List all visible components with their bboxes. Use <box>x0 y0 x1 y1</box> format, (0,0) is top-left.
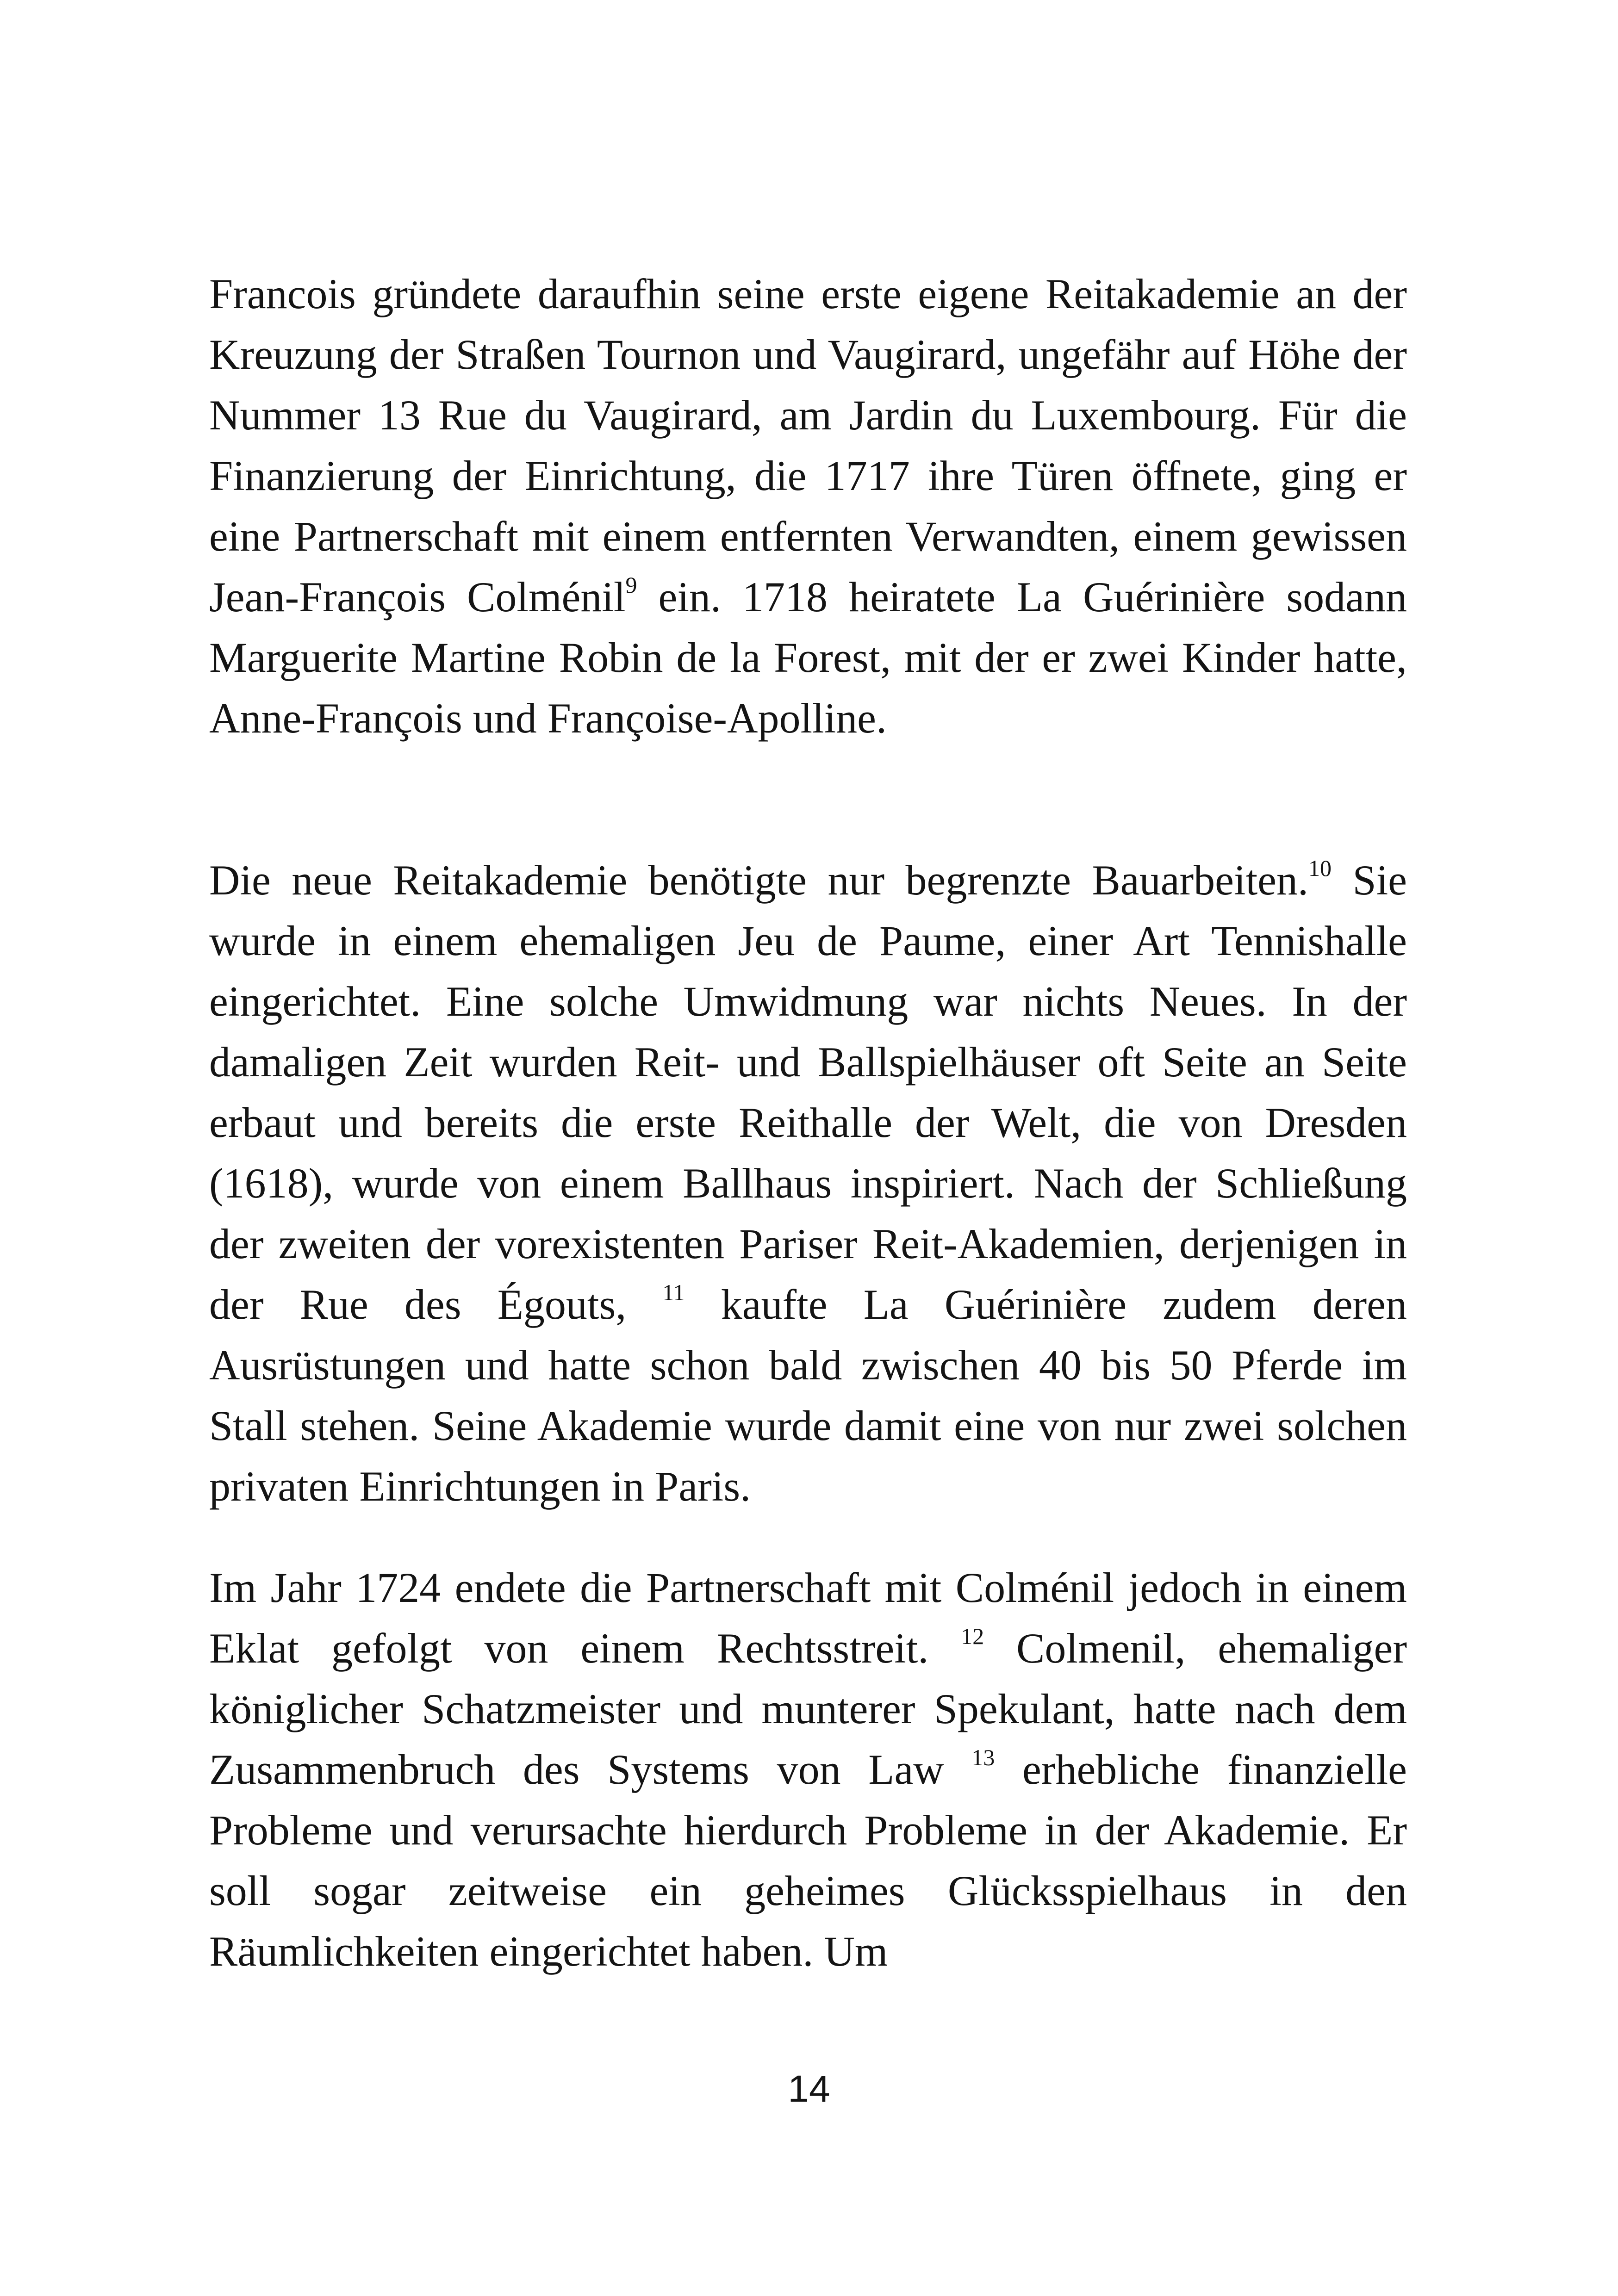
paragraph-text: Im Jahr 1724 endete die Partnerschaft mit Colménil jedoch in einem Eklat gefolgt von einem Rechtsstreit. <box>209 1564 1407 1672</box>
paragraph-2 <box>209 850 1407 1517</box>
paragraph-text: Die neue Reitakademie benötigte nur begrenzte Bauarbeiten. <box>209 856 1308 904</box>
footnote-reference-12: 12 <box>961 1623 984 1650</box>
paragraph-text: kaufte La Guérinière zudem deren Ausrüstungen und hatte schon bald zwischen 40 bis 50 Pferde im Stall stehen. Seine Akademie wurde damit eine von nur zwei solchen privaten Einrichtungen in Paris. <box>209 1281 1407 1510</box>
footnote-reference-9: 9 <box>625 572 637 598</box>
paragraph-3 <box>209 1558 1407 1982</box>
paragraph-1 <box>209 264 1407 810</box>
paragraph-text: Sie wurde in einem ehemaligen Jeu de Paume, einer Art Tennishalle eingerichtet. Eine solche Umwidmung war nichts Neues. In der damaligen Zeit wurden Reit- und Ballspielhäuser oft Seite an Seite erbaut und bereits die erste Reithalle der Welt, die von Dresden (1618), wurde von einem Ballhaus inspiriert. Nach der Schließung der zweiten der vorexistenten Pariser Reit-Akademien, derjenigen in der Rue des Égouts, <box>209 856 1407 1328</box>
paragraph-text: Francois gründete daraufhin seine erste eigene Reitakademie an der Kreuzung der Straßen Tournon und Vaugirard, ungefähr auf Höhe der Nummer 13 Rue du Vaugirard, am Jardin du Luxembourg. Für die Finanzierung der Einrichtung, die 1717 ihre Türen öffnete, ging er eine Partnerschaft mit einem entfernten Verwandten, einem gewissen Jean-François Colménil <box>209 270 1407 621</box>
footnote-reference-13: 13 <box>971 1744 995 1771</box>
footnote-reference-11: 11 <box>662 1279 685 1306</box>
page-number: 14 <box>788 2068 830 2110</box>
paragraph-text: erhebliche finanzielle Probleme und verursachte hierdurch Probleme in der Akademie. Er soll sogar zeitweise ein geheimes Glücksspielhaus in den Räumlichkeiten eingerichtet haben. Um <box>209 1746 1407 1975</box>
footnote-reference-10: 10 <box>1308 855 1332 881</box>
paragraph-text: Colmenil, ehemaliger königlicher Schatzmeister und munterer Spekulant, hatte nach dem Zusammenbruch des Systems von Law <box>209 1625 1407 1793</box>
paragraph-text: ein. 1718 heiratete La Guérinière sodann Marguerite Martine Robin de la Forest, mit der er zwei Kinder hatte, Anne-François und Françoise-Apolline. <box>209 573 1407 742</box>
body-text <box>209 264 1407 1982</box>
